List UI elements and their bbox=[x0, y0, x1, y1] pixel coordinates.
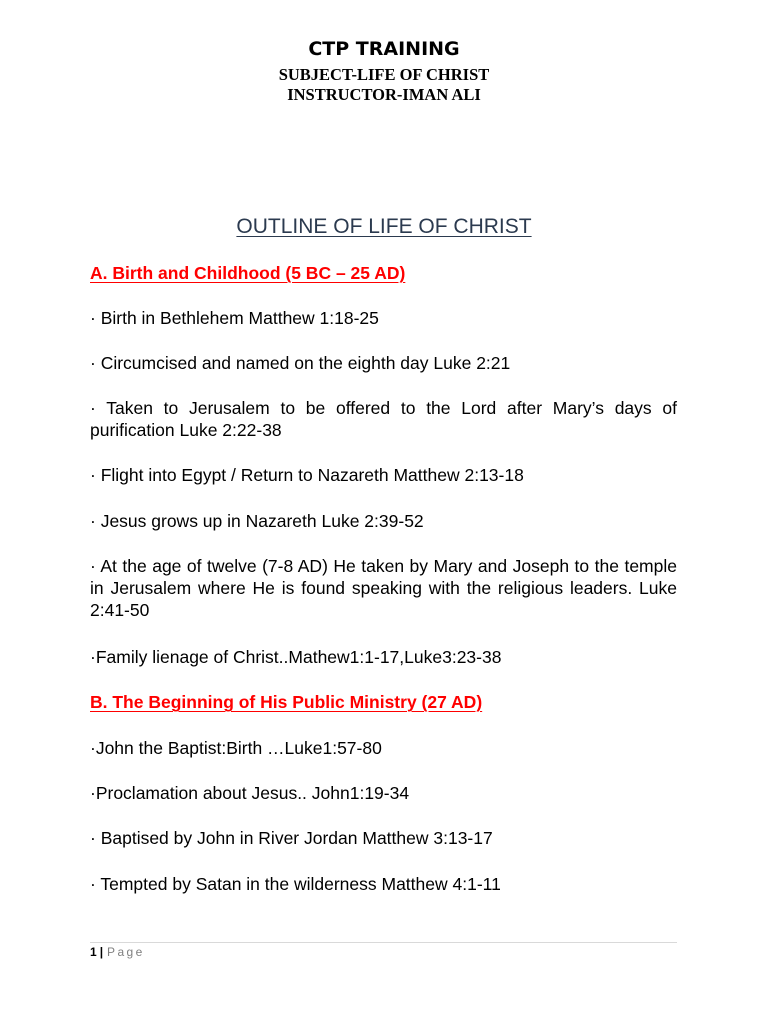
list-item: · Birth in Bethlehem Matthew 1:18-25 bbox=[90, 308, 379, 328]
page-title-text: OUTLINE OF LIFE OF CHRIST bbox=[236, 215, 532, 238]
list-item: · Jesus grows up in Nazareth Luke 2:39-52 bbox=[90, 511, 424, 531]
list-item: · Taken to Jerusalem to be offered to the Lord after Mary’s days of purification Luke 2:22-38 bbox=[90, 398, 677, 440]
list-item: · Flight into Egypt / Return to Nazareth Matthew 2:13-18 bbox=[90, 465, 524, 485]
footer-divider bbox=[90, 942, 677, 943]
list-item: ·John the Baptist:Birth …Luke1:57-80 bbox=[90, 738, 382, 758]
list-item: · At the age of twelve (7-8 AD) He taken by Mary and Joseph to the temple in Jerusalem where He is found speaking with the religious leaders. Luke 2:41-50 bbox=[90, 556, 677, 620]
section-heading-public-ministry: B. The Beginning of His Public Ministry (27 AD) bbox=[90, 692, 483, 712]
instructor-line: INSTRUCTOR-IMAN ALI bbox=[287, 85, 481, 104]
page-title bbox=[0, 214, 768, 240]
document-header-title: CTP TRAINING bbox=[308, 38, 460, 60]
subject-line: SUBJECT-LIFE OF CHRIST bbox=[278, 65, 490, 84]
list-item: ·Family lienage of Christ..Mathew1:1-17,Luke3:23-38 bbox=[90, 647, 502, 667]
list-item: ·Proclamation about Jesus.. John1:19-34 bbox=[90, 783, 410, 803]
list-item: · Tempted by Satan in the wilderness Matthew 4:1-11 bbox=[90, 874, 501, 894]
footer-separator: | bbox=[99, 945, 104, 959]
list-item: · Baptised by John in River Jordan Matthew 3:13-17 bbox=[90, 828, 493, 848]
section-heading-birth-childhood: A. Birth and Childhood (5 BC – 25 AD) bbox=[90, 263, 406, 283]
list-item: · Circumcised and named on the eighth day Luke 2:21 bbox=[90, 353, 511, 373]
page-number: 1 bbox=[90, 945, 97, 959]
page-label: Page bbox=[107, 945, 145, 959]
page-footer bbox=[90, 944, 145, 960]
